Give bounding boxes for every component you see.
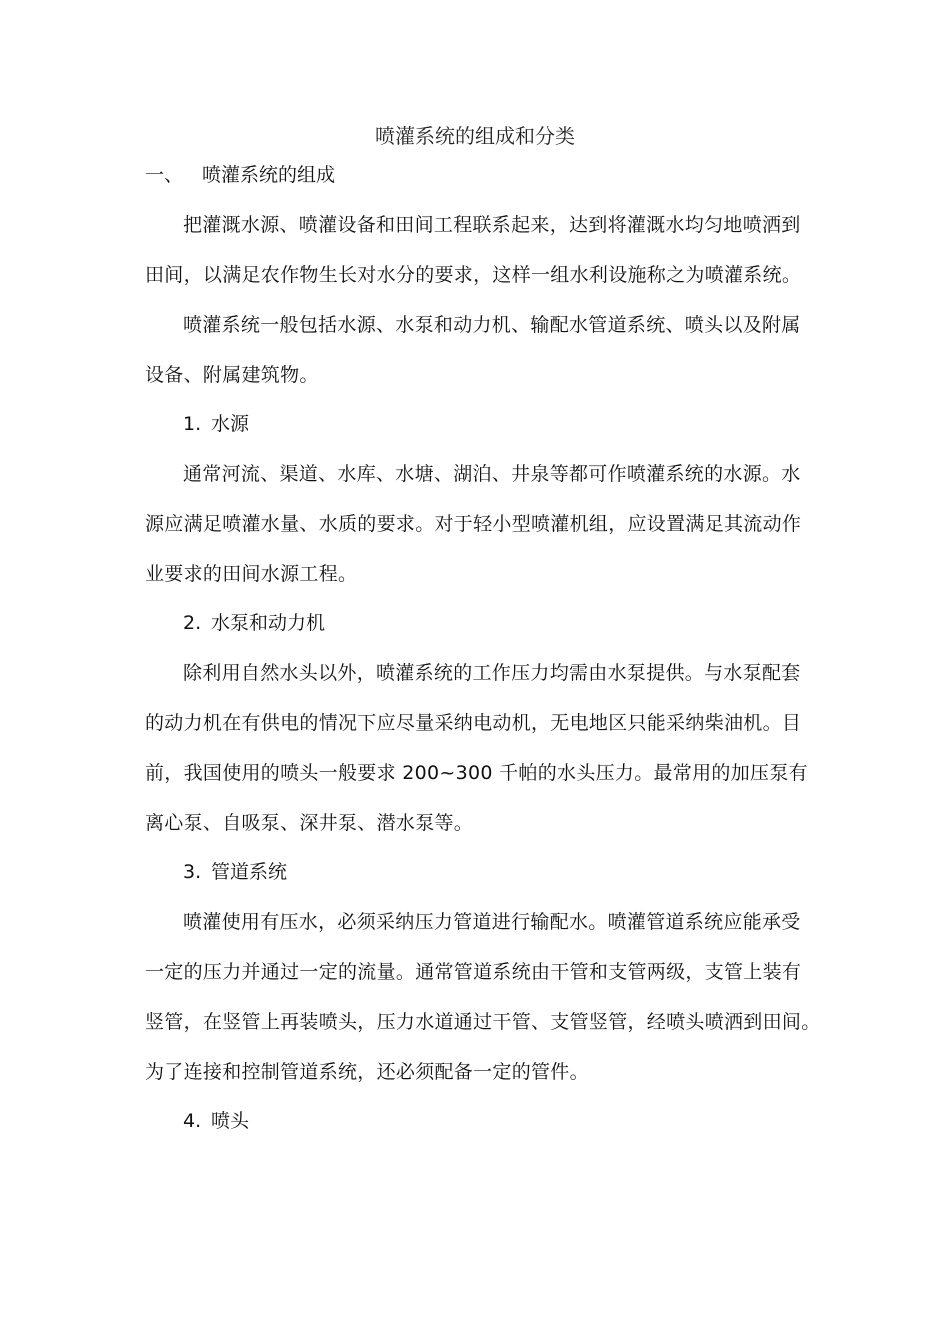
item-heading: 水源 [211,413,250,435]
item-heading: 喷头 [211,1110,250,1132]
section-heading: 喷灌系统的组成 [202,164,336,186]
item-heading: 水泵和动力机 [211,612,326,634]
paragraph-line: 源应满足喷灌水量、水质的要求。对于轻小型喷灌机组，应设置满足其流动作 [145,513,802,535]
section-number: 一、 [145,164,184,186]
item-number: 3. [183,861,202,883]
paragraph-line: 前，我国使用的喷头一般要求 200~300 千帕的水头压力。最常用的加压泵有 [145,762,808,784]
paragraph-line: 喷灌使用有压水，必须采纳压力管道进行输配水。喷灌管道系统应能承受 [183,911,801,933]
paragraph-line: 竖管，在竖管上再装喷头，压力水道通过干管、支管竖管，经喷头喷洒到田间。 [145,1011,821,1033]
paragraph-line: 一定的压力并通过一定的流量。通常管道系统由干管和支管两级，支管上装有 [145,961,802,983]
paragraph-line: 除利用自然水头以外，喷灌系统的工作压力均需由水泵提供。与水泵配套 [183,662,801,684]
paragraph-line: 喷灌系统一般包括水源、水泵和动力机、输配水管道系统、喷头以及附属 [183,314,801,336]
paragraph-line: 把灌溉水源、喷灌设备和田间工程联系起来，达到将灌溉水均匀地喷洒到 [183,214,801,236]
document-title: 喷灌系统的组成和分类 [375,124,575,148]
paragraph-line: 离心泵、自吸泵、深井泵、潜水泵等。 [145,812,474,834]
item-number: 2. [183,612,202,634]
paragraph-line: 业要求的田间水源工程。 [145,563,358,585]
item-number: 4. [183,1110,202,1132]
paragraph-line: 通常河流、渠道、水库、水塘、湖泊、井泉等都可作喷灌系统的水源。水 [183,463,801,485]
paragraph-line: 设备、附属建筑物。 [145,364,319,386]
paragraph-line: 为了连接和控制管道系统，还必须配备一定的管件。 [145,1061,589,1083]
item-number: 1. [183,413,202,435]
paragraph-line: 田间，以满足农作物生长对水分的要求，这样一组水利设施称之为喷灌系统。 [145,264,802,286]
item-heading: 管道系统 [211,861,288,883]
paragraph-line: 的动力机在有供电的情况下应尽量采纳电动机，无电地区只能采纳柴油机。目 [145,712,802,734]
